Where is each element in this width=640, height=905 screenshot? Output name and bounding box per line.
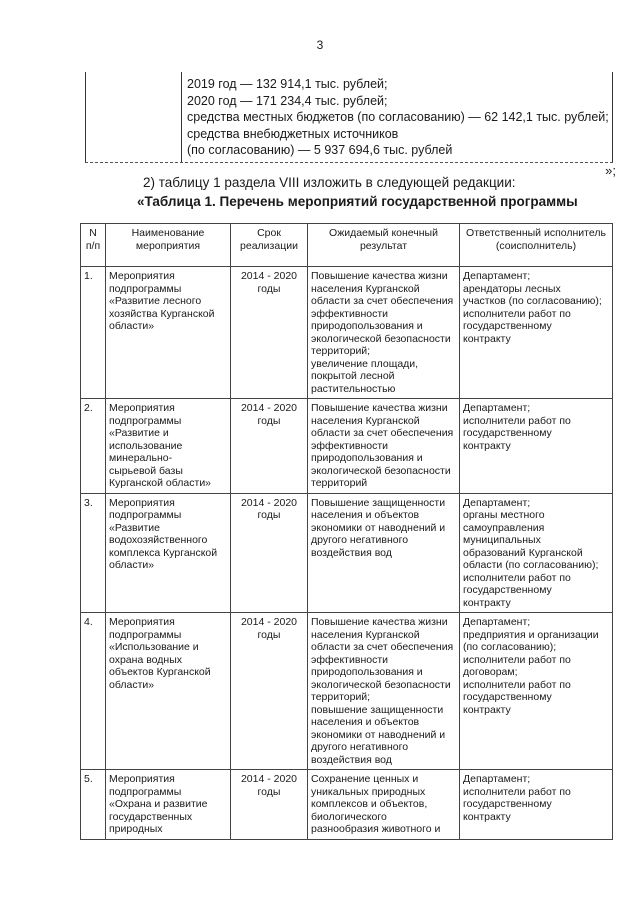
cell-term: 2014 - 2020 годы xyxy=(231,267,308,399)
cell-executor: Департамент; предприятия и организации (по согласованию); исполнители работ по договорам; исполнители работ по государственному контракту xyxy=(460,613,613,770)
cell-num: 2. xyxy=(81,399,106,494)
cell-result: Сохранение ценных и уникальных природных комплексов и объектов, биологического разнообразия животного и xyxy=(308,770,460,840)
table-row xyxy=(81,770,613,840)
table-row xyxy=(81,267,613,399)
cell-num: 5. xyxy=(81,770,106,840)
header-result: Ожидаемый конечный результат xyxy=(308,224,460,267)
cell-result: Повышение качества жизни населения Курганской области за счет обеспечения эффективности природопользования и экологической безопасности территорий xyxy=(308,399,460,494)
cell-num: 4. xyxy=(81,613,106,770)
funding-line-local-budgets: средства местных бюджетов (по согласованию) — 62 142,1 тыс. рублей; xyxy=(187,110,609,124)
page-number: 3 xyxy=(316,38,324,52)
cell-name: Мероприятия подпрограммы «Развитие водохозяйственного комплекса Курганской области» xyxy=(106,493,231,613)
header-executor: Ответственный исполнитель (соисполнитель) xyxy=(460,224,613,267)
funding-line-2020: 2020 год — 171 234,4 тыс. рублей; xyxy=(187,93,388,108)
header-name: Наименование мероприятия xyxy=(106,224,231,267)
cell-executor: Департамент; исполнители работ по государственному контракту xyxy=(460,770,613,840)
cell-term: 2014 - 2020 годы xyxy=(231,493,308,613)
cell-name: Мероприятия подпрограммы «Развитие лесного хозяйства Курганской области» xyxy=(106,267,231,399)
cell-result: Повышение защищенности населения и объектов экономики от наводнений и другого негативного воздействия вод xyxy=(308,493,460,613)
table-title: «Таблица 1. Перечень мероприятий государственной программы xyxy=(137,194,578,209)
cell-executor: Департамент; арендаторы лесных участков (по согласованию); исполнители работ по государственному контракту xyxy=(460,267,613,399)
table-row xyxy=(81,399,613,494)
funding-line-extrabudgetary-amount: (по согласованию) — 5 937 694,6 тыс. рублей xyxy=(187,143,453,157)
cell-num: 1. xyxy=(81,267,106,399)
funding-line-2019: 2019 год — 132 914,1 тыс. рублей; xyxy=(187,77,388,91)
table-row xyxy=(81,613,613,770)
cell-result: Повышение качества жизни населения Курганской области за счет обеспечения эффективности природопользования и экологической безопасности территорий; увеличение площади, покрытой лесной растительностью xyxy=(308,267,460,399)
amendment-paragraph: 2) таблицу 1 раздела VIII изложить в следующей редакции: xyxy=(143,175,516,190)
header-num: N п/п xyxy=(81,224,106,267)
table-row xyxy=(81,493,613,613)
cell-executor: Департамент; исполнители работ по государственному контракту xyxy=(460,399,613,494)
measures-table xyxy=(80,223,613,840)
cell-num: 3. xyxy=(81,493,106,613)
cell-executor: Департамент; органы местного самоуправления муниципальных образований Курганской области (по согласованию); исполнители работ по государственному контракту xyxy=(460,493,613,613)
cell-name: Мероприятия подпрограммы «Использование и охрана водных объектов Курганской области» xyxy=(106,613,231,770)
cell-name: Мероприятия подпрограммы «Развитие и использование минерально- сырьевой базы Курганской области» xyxy=(106,399,231,494)
continuation-table xyxy=(85,72,613,162)
table-header-row xyxy=(81,224,613,267)
cell-term: 2014 - 2020 годы xyxy=(231,770,308,840)
closing-quote: »; xyxy=(605,163,616,178)
cell-term: 2014 - 2020 годы xyxy=(231,399,308,494)
cell-name: Мероприятия подпрограммы «Охрана и развитие государственных природных xyxy=(106,770,231,840)
header-term: Срок реализации xyxy=(231,224,308,267)
cell-result: Повышение качества жизни населения Курганской области за счет обеспечения эффективности природопользования и экологической безопасности территорий; повышение защищенности населения и объектов экономики от наводнений и другого негативного воздействия вод xyxy=(308,613,460,770)
cell-term: 2014 - 2020 годы xyxy=(231,613,308,770)
funding-lines xyxy=(187,76,609,159)
funding-line-extrabudgetary: средства внебюджетных источников xyxy=(187,126,399,141)
